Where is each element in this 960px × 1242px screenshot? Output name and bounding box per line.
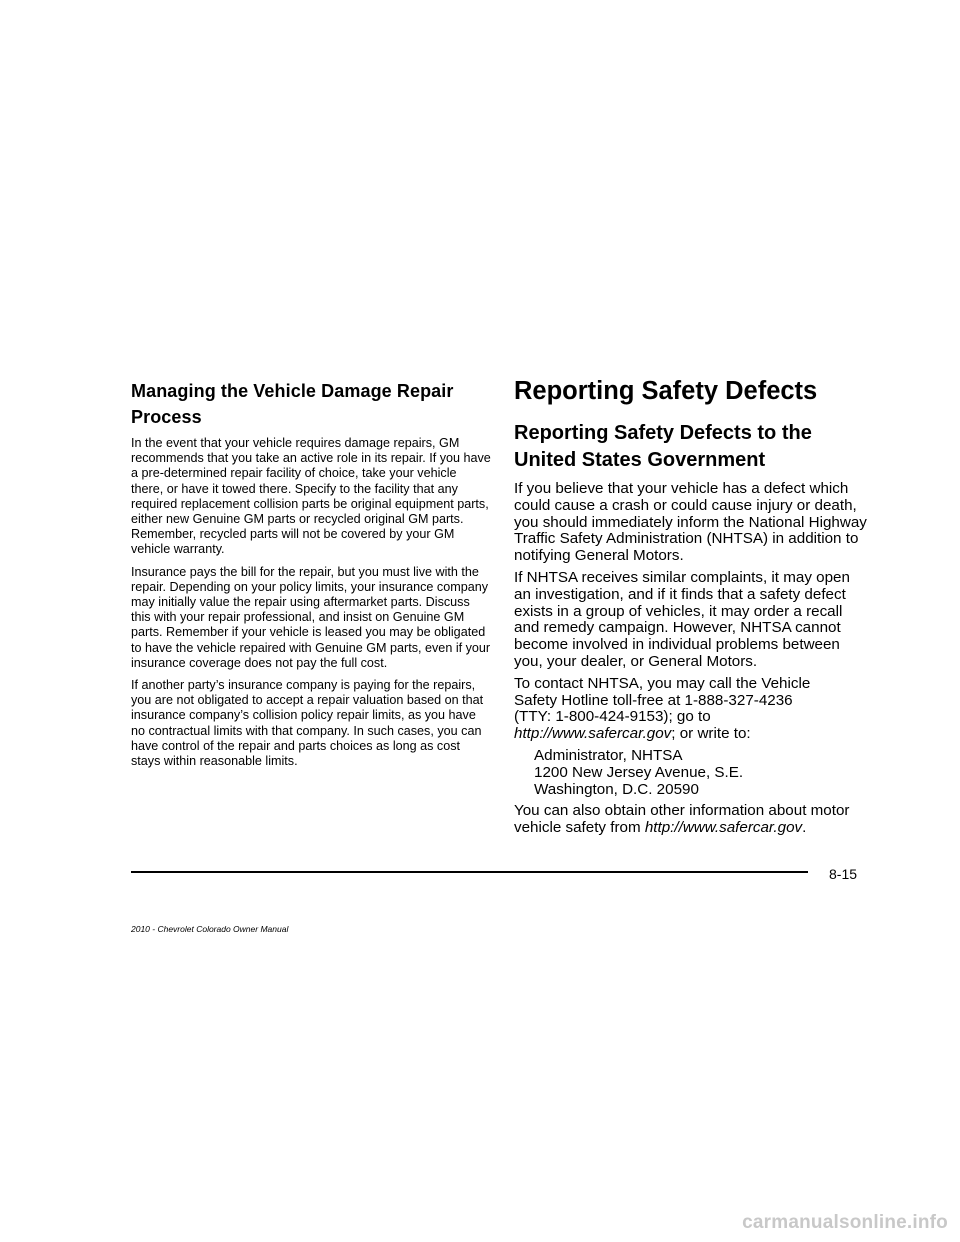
damage-repair-paragraph-2: Insurance pays the bill for the repair, but you must live with the repair. Depending on your policy limits, your insurance company may initially value the repair using aftermarket parts. Discuss this with your repair professional, and insist on Genuine GM parts. Remember if your vehicle is leased you may be obligated to have the vehicle repaired with Genuine GM parts, even if your insurance coverage does not pay the full cost. [131, 564, 491, 670]
address-line-3: Washington, D.C. 20590 [534, 780, 699, 798]
defect-paragraph-2: If NHTSA receives similar complaints, it may open an investigation, and if it finds that a safety defect exists in a group of vehicles, it may order a recall and remedy campaign. However, NHTSA cannot become involved in individual problems between you, your dealer, or General Motors. [514, 568, 850, 670]
footer-rule [131, 871, 808, 873]
manual-footer: 2010 - Chevrolet Colorado Owner Manual [131, 924, 289, 934]
safercar-link[interactable]: http://www.safercar.gov [514, 725, 672, 743]
safety-defects-subheading: Reporting Safety Defects to the United States Government [514, 422, 812, 471]
safercar-link-closing[interactable]: http://www.safercar.gov [644, 819, 803, 837]
contact-line-1: To contact NHTSA, you may call the Vehicle [514, 674, 811, 692]
closing-text: You can also obtain other information about motor vehicle safety from [514, 802, 850, 837]
damage-repair-paragraph-1: In the event that your vehicle requires damage repairs, GM recommends that you take an active role in its repair. If you have a pre-determined repair facility of choice, take your vehicle there, or have it towed there. Specify to the facility that any required replacement collision parts be original equipment parts, either new Genuine GM parts or recycled original GM parts. Remember, recycled parts will not be covered by your GM vehicle warranty. [131, 436, 491, 557]
page-number: 8-15 [829, 866, 858, 882]
right-column [514, 376, 870, 842]
address-line-1: Administrator, NHTSA [534, 746, 683, 764]
address-line-2: 1200 New Jersey Avenue, S.E. [534, 763, 744, 781]
safety-defects-title: Reporting Safety Defects [514, 377, 818, 405]
closing-paragraph [514, 803, 870, 837]
defect-paragraph-1: If you believe that your vehicle has a defect which could cause a crash or could cause injury or death, you should immediately inform the National Highway Traffic Safety Administration (NHTSA) in addition to notifying General Motors. [514, 480, 867, 565]
left-column [131, 378, 491, 776]
closing-end: . [802, 819, 807, 837]
contact-after-link: ; or write to: [671, 725, 751, 743]
contact-paragraph [514, 676, 870, 743]
contact-line-2: Safety Hotline toll-free at 1-888-327-4236 [514, 691, 793, 709]
watermark: carmanualsonline.info [742, 1212, 948, 1233]
damage-repair-heading: Managing the Vehicle Damage Repair Process [131, 381, 454, 427]
damage-repair-paragraph-3: If another party’s insurance company is paying for the repairs, you are not obligated to accept a repair valuation based on that insurance company’s collision policy repair limits, as you have no contractual limits with that company. In such cases, you can have control of the repair and parts choices as long as cost stays within reasonable limits. [131, 678, 484, 769]
mailing-address [534, 748, 870, 798]
contact-line-3: (TTY: 1-800-424-9153); go to [514, 708, 711, 726]
